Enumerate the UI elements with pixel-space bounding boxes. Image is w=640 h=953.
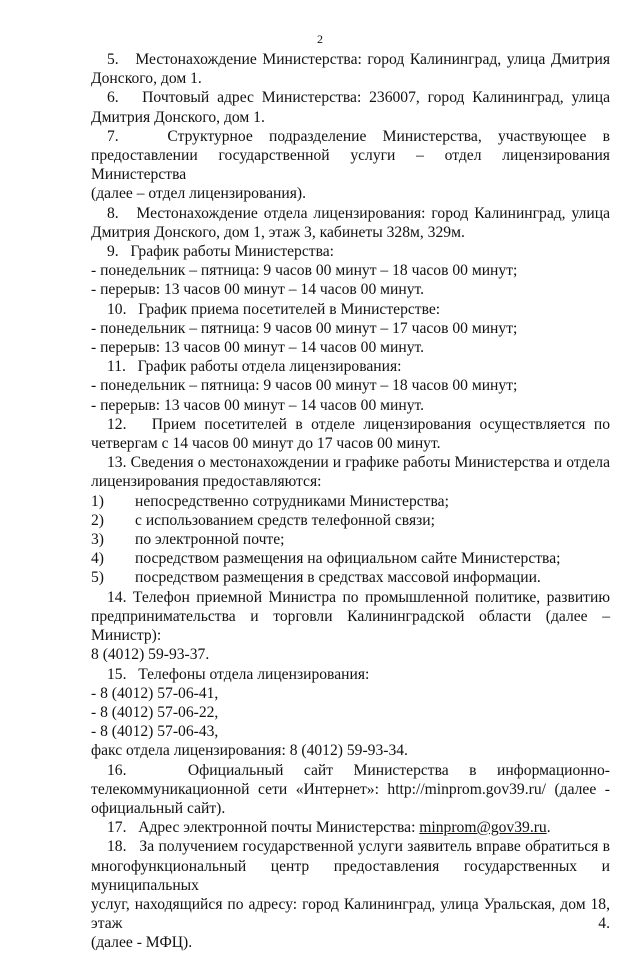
list-number: 3) <box>91 531 104 549</box>
line-text: - 8 (4012) 57-06-22, <box>91 703 219 721</box>
email-link[interactable]: minprom@gov39.ru <box>419 819 547 837</box>
line-text-end: . <box>546 819 551 837</box>
text-line <box>91 223 610 242</box>
line-text: 16. Официальный сайт Министерства в информационно- <box>107 761 610 779</box>
text-line <box>91 665 610 684</box>
line-text: четвергам с 14 часов 00 минут до 17 часов 00 минут. <box>91 435 441 453</box>
list-item <box>91 530 610 549</box>
line-text: предпринимательства и торговли Калининградской области (далее – Министр): <box>91 607 610 645</box>
text-line <box>91 588 610 607</box>
list-number: 1) <box>91 492 104 510</box>
line-text: Дмитрия Донского, дом 1, этаж 3, кабинеты 328м, 329м. <box>91 223 465 241</box>
line-text: 6. Почтовый адрес Министерства: 236007, город Калининград, улица <box>107 89 610 107</box>
text-line <box>91 607 610 645</box>
line-text: 7. Структурное подразделение Министерства, участвующее в <box>107 127 610 145</box>
text-line <box>91 895 610 933</box>
line-text: 12. Прием посетителей в отделе лицензирования осуществляется по <box>107 415 610 433</box>
text-line <box>91 204 610 223</box>
line-text: официальный сайт). <box>91 799 226 817</box>
text-line <box>91 146 610 184</box>
line-text: предоставлении государственной услуги – отдел лицензирования Министерства <box>91 147 610 184</box>
line-text: 8 (4012) 59-93-37. <box>91 646 210 664</box>
text-line <box>91 453 610 472</box>
line-text: непосредственно сотрудниками Министерства; <box>135 492 449 510</box>
line-text: 17. Адрес электронной почты Министерства: <box>107 819 420 837</box>
line-text: по электронной почте; <box>135 531 285 549</box>
text-line <box>91 684 610 703</box>
text-line <box>91 88 610 107</box>
line-text: - понедельник – пятница: 9 часов 00 минут – 18 часов 00 минут; <box>91 377 518 395</box>
text-line <box>91 338 610 357</box>
line-text: 11. График работы отдела лицензирования: <box>107 358 402 376</box>
list-number: 4) <box>91 550 104 568</box>
text-line <box>91 780 610 799</box>
text-line <box>91 703 610 722</box>
line-text: - перерыв: 13 часов 00 минут – 14 часов 00 минут. <box>91 339 425 357</box>
text-line <box>91 799 610 818</box>
text-line <box>91 741 610 760</box>
line-text: 5. Местонахождение Министерства: город Калининград, улица Дмитрия <box>107 51 610 68</box>
text-line <box>91 242 610 261</box>
line-text: Дмитрия Донского, дом 1. <box>91 108 265 126</box>
list-item <box>91 568 610 587</box>
line-text: (далее – отдел лицензирования). <box>91 185 307 203</box>
text-line <box>91 396 610 415</box>
text-line <box>91 357 610 376</box>
text-line <box>91 434 610 453</box>
text-line <box>91 319 610 338</box>
list-item <box>91 511 610 530</box>
line-text: 14. Телефон приемной Министра по промышленной политике, развитию <box>107 588 610 606</box>
text-line <box>91 280 610 299</box>
line-text: с использованием средств телефонной связи; <box>135 511 435 529</box>
text-line <box>91 933 610 952</box>
text-line <box>91 818 610 837</box>
line-text: - перерыв: 13 часов 00 минут – 14 часов 00 минут. <box>91 281 425 299</box>
document-body <box>91 50 610 953</box>
line-text: - понедельник – пятница: 9 часов 00 минут – 18 часов 00 минут; <box>91 262 518 280</box>
list-number: 5) <box>91 569 104 587</box>
text-line <box>91 857 610 895</box>
line-text: телекоммуникационной сети «Интернет»: http://minprom.gov39.ru/ (далее - <box>91 780 610 798</box>
line-text: 13. Сведения о местонахождении и графике работы Министерства и отдела <box>107 454 610 472</box>
text-line <box>91 127 610 146</box>
line-text: 9. График работы Министерства: <box>107 243 334 261</box>
line-text: 8. Местонахождение отдела лицензирования: город Калининград, улица <box>107 204 610 222</box>
line-text: факс отдела лицензирования: 8 (4012) 59-93-34. <box>91 742 408 760</box>
text-line <box>91 108 610 127</box>
line-text: - 8 (4012) 57-06-41, <box>91 684 219 702</box>
line-text: - понедельник – пятница: 9 часов 00 минут – 17 часов 00 минут; <box>91 319 518 337</box>
text-line <box>91 50 610 69</box>
line-text: посредством размещения на официальном сайте Министерства; <box>135 550 561 568</box>
text-line <box>91 645 610 664</box>
line-text: многофункциональный центр предоставления государственных и муниципальных <box>91 857 610 894</box>
line-text: услуг, находящийся по адресу: город Калининград, улица Уральская, дом 18, этаж 4. <box>91 895 610 933</box>
list-item <box>91 492 610 511</box>
line-text: 10. График приема посетителей в Министерстве: <box>107 300 441 318</box>
line-text: посредством размещения в средствах массовой информации. <box>135 569 541 587</box>
line-text: - перерыв: 13 часов 00 минут – 14 часов 00 минут. <box>91 396 425 414</box>
text-line <box>91 300 610 319</box>
text-line <box>91 837 610 856</box>
line-text: лицензирования предоставляются: <box>91 473 322 491</box>
text-line <box>91 472 610 491</box>
line-text: - 8 (4012) 57-06-43, <box>91 723 219 741</box>
line-text: 15. Телефоны отдела лицензирования: <box>107 665 370 683</box>
text-line <box>91 376 610 395</box>
text-line <box>91 184 610 203</box>
text-line <box>91 261 610 280</box>
text-line <box>91 722 610 741</box>
text-line <box>91 761 610 780</box>
line-text: Донского, дом 1. <box>91 70 202 88</box>
page-number: 2 <box>317 32 323 46</box>
list-number: 2) <box>91 511 104 529</box>
text-line <box>91 69 610 88</box>
text-line <box>91 415 610 434</box>
line-text: 18. За получением государственной услуги заявитель вправе обратиться в <box>107 838 610 856</box>
list-item <box>91 549 610 568</box>
line-text: (далее - МФЦ). <box>91 934 193 952</box>
